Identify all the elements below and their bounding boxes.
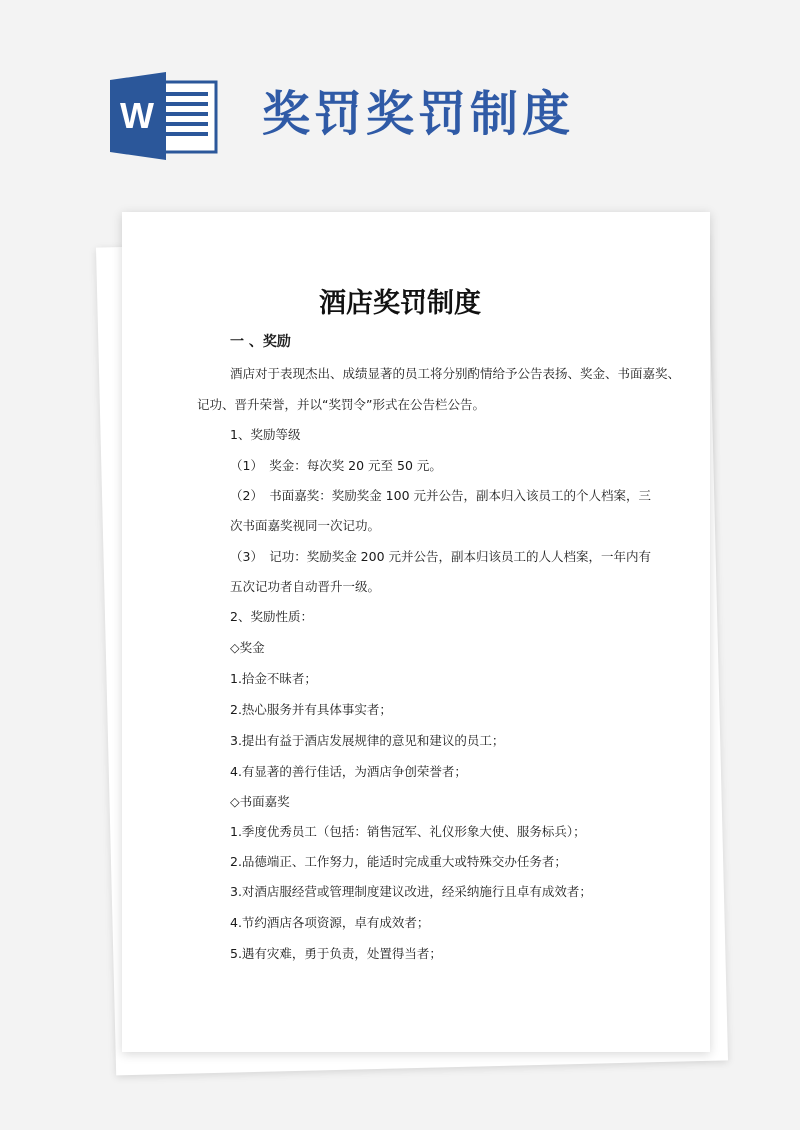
list-item: 5.遇有灾难，勇于负责，处置得当者； <box>230 946 442 961</box>
list-item: （3） 记功：奖励奖金 200 元并公告，副本归该员工的人人档案，一年内有 <box>230 549 652 564</box>
list-item: 3.提出有益于酒店发展规律的意见和建议的员工； <box>230 733 505 748</box>
word-icon <box>110 72 218 160</box>
list-item: 1.拾金不昧者； <box>230 671 317 686</box>
section-heading-rewards: 一 、奖励 <box>230 334 291 350</box>
list-item: （1） 奖金：每次奖 20 元至 50 元。 <box>230 458 442 473</box>
list-item: 2.热心服务并有具体事实者； <box>230 702 392 717</box>
list-item: 4.节约酒店各项资源，卓有成效者； <box>230 915 430 930</box>
document-title: 酒店奖罚制度 <box>319 288 481 319</box>
subheading-reward-levels: 1、奖励等级 <box>230 427 301 442</box>
paragraph-line: 次书面嘉奖视同一次记功。 <box>230 518 381 533</box>
subheading-reward-types: 2、奖励性质： <box>230 609 313 624</box>
list-item: 3.对酒店服经营或管理制度建议改进，经采纳施行且卓有成效者； <box>230 884 592 899</box>
list-item: （2） 书面嘉奖：奖励奖金 100 元并公告，副本归入该员工的个人档案，三 <box>230 488 652 503</box>
paragraph-line: 五次记功者自动晋升一级。 <box>230 579 381 594</box>
list-item: 2.品德端正、工作努力，能适时完成重大或特殊交办任务者； <box>230 854 567 869</box>
subheading-bonus: ◇奖金 <box>230 640 265 655</box>
list-item: 4.有显著的善行佳话，为酒店争创荣誉者； <box>230 764 467 779</box>
banner-title: 奖罚奖罚制度 <box>262 86 575 142</box>
subheading-written-commendation: ◇书面嘉奖 <box>230 794 290 809</box>
paragraph-line: 酒店对于表现杰出、成绩显著的员工将分别酌情给予公告表扬、奖金、书面嘉奖、 <box>230 366 681 381</box>
svg-text:W: W <box>120 95 154 136</box>
paragraph-line: 记功、晋升荣誉，并以“奖罚令”形式在公告栏公告。 <box>197 397 485 412</box>
list-item: 1.季度优秀员工（包括：销售冠军、礼仪形象大使、服务标兵）； <box>230 824 586 839</box>
